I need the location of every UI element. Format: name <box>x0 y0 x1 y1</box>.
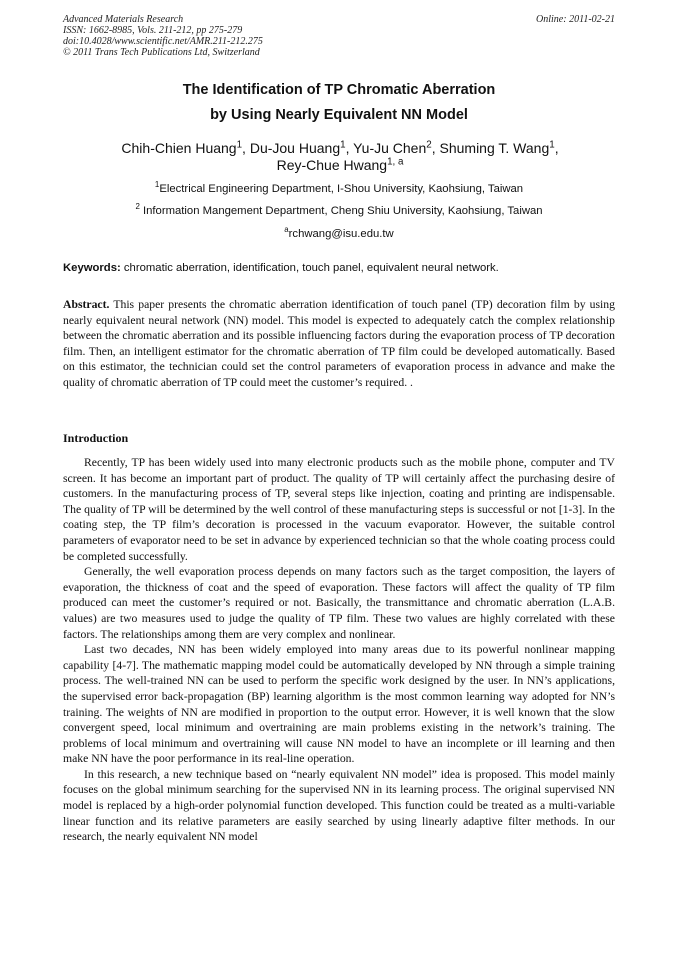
affiliation-2: $^2$ Information Mangement Department, Cheng Shiu University, Kaohsiung, Taiwan <box>135 202 543 217</box>
author: Rey-Chue Hwang$^{1, a}$ <box>276 156 404 173</box>
doi: doi:10.4028/www.scientific.net/AMR.211-212.275 <box>63 36 263 47</box>
journal-header <box>63 14 615 58</box>
section-heading: Introduction <box>63 431 129 445</box>
issn: ISSN: 1662-8985, Vols. 211-212, pp 275-279 <box>63 25 243 36</box>
author: Yu-Ju Chen$^2$, <box>353 139 440 156</box>
author: Du-Jou Huang$^1$, <box>249 139 354 156</box>
keywords-text: chromatic aberration, identification, touch panel, equivalent neural network. <box>120 262 499 274</box>
keywords-label: Keywords: <box>63 262 121 274</box>
journal-name: Advanced Materials Research <box>63 14 184 25</box>
abstract-label: Abstract. <box>63 298 110 311</box>
author-email: $^a$rchwang@isu.edu.tw <box>284 225 394 240</box>
abstract-text: This paper presents the chromatic aberration identification of touch panel (TP) decoration film by using nearly equivalent neural network (NN) model. This model is expected to adequately catch the complex relationship between the chromatic aberration and its possible influencing factors during the evaporation process of TP decoration film. Then, an intelligent estimator for the chromatic aberration of TP film could be developed automatically. Based on this estimator, the technician could set the control parameters of evaporation process in advance and make the quality of chromatic aberration of TP could meet the customer’s required. . <box>63 298 615 389</box>
affiliation-1: $^1$Electrical Engineering Department, I-Shou University, Kaohsiung, Taiwan <box>154 180 524 195</box>
author: Shuming T. Wang$^1$, <box>439 139 559 156</box>
paragraph: Generally, the well evaporation process depends on many factors such as the target composition, the layers of evaporation, the thickness of coat and the speed of evaporation. These factors will affect the quality of TP film produced can meet the customer’s required or not. Basically, the transmittance and chromatic aberration (L.A.B. values) are two measures used to judge the quality of TP film. These two values are highly correlated with these factors. The relationships among them are very complex and nonlinear. <box>63 565 615 641</box>
paragraph: Last two decades, NN has been widely employed into many areas due to its powerful nonlinear mapping capability [4-7]. The mathematic mapping model could be automatically developed by NN through a simple training process. The well-trained NN can be used to perform the specific work designed by the user. In NN’s applications, the supervised error back-propagation (BP) learning algorithm is the most common learning way adopted for NN’s training. The weights of NN are modified in proportion to the output error. However, it is well known that the slow convergent speed, local minimum and overtraining are main problems existing in the network’s training. The problems of local minimum and overtraining will cause NN model to have an incomplete or ill learning and then make NN have the poor performance in its real-line operation. <box>63 643 615 766</box>
paper-title-line-1: The Identification of TP Chromatic Aberration <box>182 82 496 98</box>
paper-title-line-2: by Using Nearly Equivalent NN Model <box>210 107 468 123</box>
paragraph: Recently, TP has been widely used into many electronic products such as the mobile phone, computer and TV screen. It has become an important part of product. The quality of TP will certainly affect the purchasing desire of customers. In the manufacturing process of TP, several steps like injection, coating and printing are indispensable. The quality of TP will be determined by the well control of these manufacturing steps is successful or not [1-3]. In the coating step, the TP film’s decoration is processed in the vacuum evaporator. However, the suitable control parameters of evaporator need to be set in advance by experienced technician so that the whole coating process could be completed successfully. <box>63 456 615 563</box>
copyright: © 2011 Trans Tech Publications Ltd, Switzerland <box>63 47 260 58</box>
introduction-body <box>63 455 615 845</box>
keywords <box>63 262 615 274</box>
abstract <box>63 297 615 391</box>
author-list <box>60 140 620 174</box>
paragraph: In this research, a new technique based on “nearly equivalent NN model” idea is proposed. This model mainly focuses on the global minimum searching for the supervised NN in its learning process. The original supervised NN model is replaced by a high-order polynomial function developed. This function could be treated as a multi-variable linear function and its relative parameters are easily searched by using linearly adaptive filter methods. In our research, the nearly equivalent NN model <box>63 767 615 844</box>
online-date: Online: 2011-02-21 <box>536 14 615 25</box>
author: Chih-Chien Huang$^1$, <box>121 139 250 156</box>
